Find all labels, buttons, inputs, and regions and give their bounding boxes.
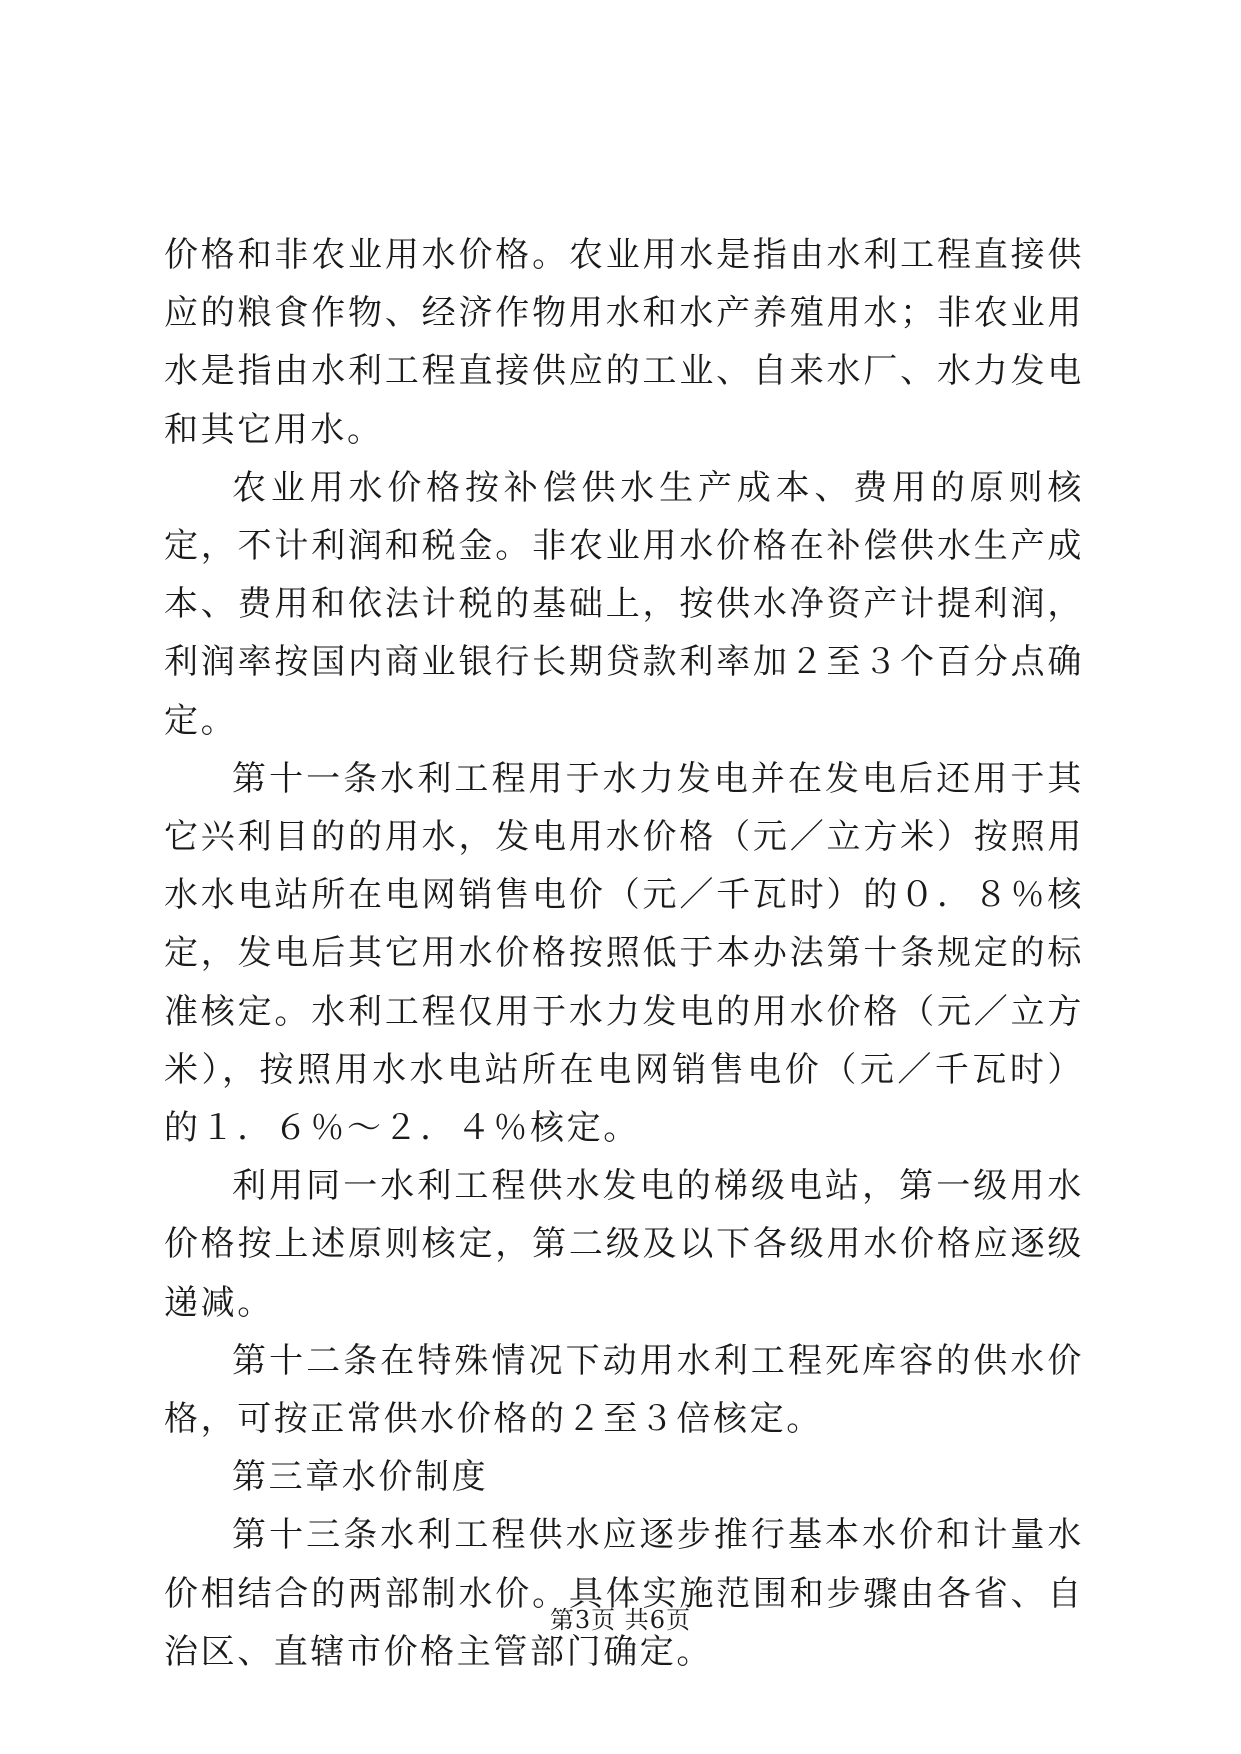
page-number-footer: 第3页 共6页: [549, 1606, 692, 1634]
paragraph-cascade-stations: 利用同一水利工程供水发电的梯级电站，第一级用水价格按上述原则核定，第二级及以下各级用水价格应逐级递减。: [164, 1166, 1084, 1323]
paragraph-agricultural-pricing: 农业用水价格按补偿供水生产成本、费用的原则核定，不计利润和税金。非农业用水价格在补偿供水生产成本、费用和依法计税的基础上，按供水净资产计提利润，利润率按国内商业银行长期贷款利率加２至３个百分点确定。: [164, 467, 1084, 741]
paragraph-continued-price-categories: 价格和非农业用水价格。农业用水是指由水利工程直接供应的粮食作物、经济作物用水和水产养殖用水；非农业用水是指由水利工程直接供应的工业、自来水厂、水力发电和其它用水。: [164, 235, 1084, 450]
paragraph-article-12: 第十二条在特殊情况下动用水利工程死库容的供水价格，可按正常供水价格的２至３倍核定。: [164, 1340, 1084, 1440]
chapter-heading: 第三章水价制度: [232, 1457, 489, 1498]
paragraph-article-11: 第十一条水利工程用于水力发电并在发电后还用于其它兴利目的的用水，发电用水价格（元／立方米）按照用水水电站所在电网销售电价（元／千瓦时）的０．８％核定，发电后其它用水价格按照低于本办法第十条规定的标准核定。水利工程仅用于水力发电的用水价格（元／立方米），按照用水水电站所在电网销售电价（元／千瓦时）的１．６％～２．４％核定。: [164, 758, 1084, 1149]
paragraph-article-13: 第十三条水利工程供水应逐步推行基本水价和计量水价相结合的两部制水价。具体实施范围和步骤由各省、自治区、直辖市价格主管部门确定。: [164, 1515, 1084, 1672]
document-body: [164, 226, 1084, 1681]
